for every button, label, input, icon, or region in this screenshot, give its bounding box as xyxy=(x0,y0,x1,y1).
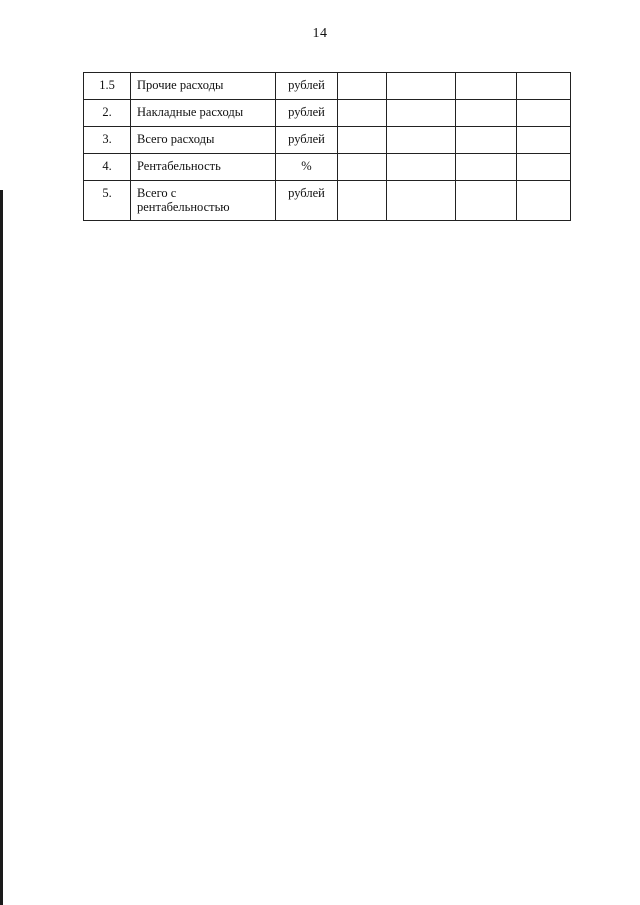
row-unit: рублей xyxy=(276,73,338,100)
row-unit: рублей xyxy=(276,181,338,221)
row-number: 4. xyxy=(84,154,131,181)
empty-cell xyxy=(456,73,517,100)
empty-cell xyxy=(387,127,456,154)
page-number: 14 xyxy=(312,26,328,41)
empty-cell xyxy=(517,181,571,221)
empty-cell xyxy=(387,154,456,181)
scan-edge-shadow xyxy=(0,190,3,905)
row-unit: % xyxy=(276,154,338,181)
cost-table xyxy=(83,72,571,221)
row-name: Всего с рентабельностью xyxy=(131,181,276,221)
row-unit: рублей xyxy=(276,127,338,154)
table-row xyxy=(84,100,571,127)
row-name: Прочие расходы xyxy=(131,73,276,100)
empty-cell xyxy=(387,100,456,127)
table-row xyxy=(84,73,571,100)
empty-cell xyxy=(338,100,387,127)
empty-cell xyxy=(338,154,387,181)
empty-cell xyxy=(338,127,387,154)
row-name: Всего расходы xyxy=(131,127,276,154)
row-unit: рублей xyxy=(276,100,338,127)
empty-cell xyxy=(517,154,571,181)
row-number: 5. xyxy=(84,181,131,221)
empty-cell xyxy=(517,73,571,100)
empty-cell xyxy=(517,100,571,127)
table-row xyxy=(84,154,571,181)
row-name: Накладные расходы xyxy=(131,100,276,127)
empty-cell xyxy=(456,100,517,127)
empty-cell xyxy=(517,127,571,154)
table-row xyxy=(84,127,571,154)
empty-cell xyxy=(456,181,517,221)
empty-cell xyxy=(338,181,387,221)
row-number: 1.5 xyxy=(84,73,131,100)
empty-cell xyxy=(387,73,456,100)
empty-cell xyxy=(387,181,456,221)
empty-cell xyxy=(456,154,517,181)
empty-cell xyxy=(338,73,387,100)
table-row xyxy=(84,181,571,221)
row-number: 3. xyxy=(84,127,131,154)
row-number: 2. xyxy=(84,100,131,127)
row-name: Рентабельность xyxy=(131,154,276,181)
empty-cell xyxy=(456,127,517,154)
